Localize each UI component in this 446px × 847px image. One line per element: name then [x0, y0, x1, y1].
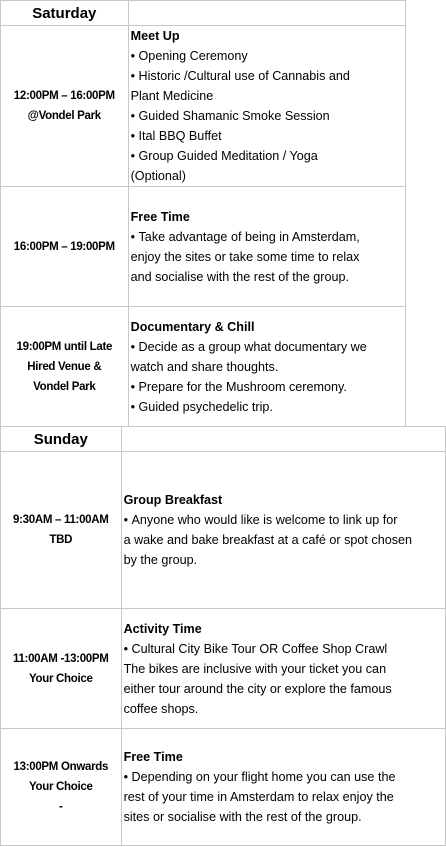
bullet-item: • Ital BBQ Buffet: [131, 126, 405, 146]
time-cell: [1, 452, 122, 609]
location-line: @Vondel Park: [27, 110, 101, 122]
bullet-item: • Anyone who would like is welcome to link up for: [124, 510, 445, 530]
activity-title: Group Breakfast: [123, 493, 223, 507]
time-line: 9:30AM – 11:00AM: [13, 514, 109, 526]
schedule-row: [1, 729, 446, 846]
bullet-item: • Cultural City Bike Tour OR Coffee Shop Crawl: [124, 639, 445, 659]
bullet-item: • Decide as a group what documentary we: [131, 337, 405, 357]
activity-title: Activity Time: [123, 621, 202, 636]
description-cell: [128, 187, 405, 307]
continuation-line: enjoy the sites or take some time to relax: [130, 249, 360, 264]
time-line: 19:00PM until Late: [16, 340, 113, 353]
time-cell: [1, 729, 122, 846]
location-line: Your Choice: [29, 672, 93, 685]
time-line: 11:00AM -13:00PM: [13, 652, 109, 665]
continuation-line: (Optional): [130, 169, 186, 183]
saturday-schedule-table: [0, 0, 406, 427]
schedule-row: [1, 609, 446, 729]
time-line: 13:00PM Onwards: [13, 761, 109, 773]
activity-title: Meet Up: [130, 29, 180, 43]
bullet-item: • Guided Shamanic Smoke Session: [131, 106, 405, 126]
continuation-line: sites or socialise with the rest of the group.: [123, 810, 362, 824]
bullet-item: • Opening Ceremony: [131, 46, 405, 66]
continuation-line: by the group.: [123, 553, 198, 567]
time-cell: [1, 187, 129, 307]
bullet-item: • Group Guided Meditation / Yoga: [131, 146, 405, 166]
location-line: Hired Venue &: [27, 360, 102, 373]
time-line: 12:00PM – 16:00PM: [13, 90, 115, 102]
schedule-row: [1, 187, 406, 307]
location-line: Your Choice: [29, 781, 93, 793]
bullet-item: • Prepare for the Mushroom ceremony.: [131, 377, 405, 397]
continuation-line: a wake and bake breakfast at a café or spot chosen: [123, 533, 413, 547]
sunday-schedule-table: [0, 426, 446, 846]
sunday-header-blank: [121, 427, 445, 452]
description-cell: [128, 307, 405, 427]
description-cell: [121, 609, 445, 729]
dash-line: -: [59, 801, 63, 813]
bullet-item: • Take advantage of being in Amsterdam,: [131, 227, 405, 247]
location-line: Vondel Park: [33, 380, 96, 393]
continuation-line: and socialise with the rest of the group.: [130, 269, 350, 284]
continuation-line: watch and share thoughts.: [130, 359, 279, 374]
time-cell: [1, 609, 122, 729]
location-line: TBD: [49, 534, 73, 546]
activity-title: Documentary & Chill: [130, 319, 255, 334]
time-cell: [1, 26, 129, 187]
continuation-line: Plant Medicine: [130, 89, 214, 103]
continuation-line: The bikes are inclusive with your ticket you can: [123, 661, 387, 676]
sunday-day-label: Sunday: [1, 427, 122, 452]
schedule-row: [1, 26, 406, 187]
activity-title: Free Time: [130, 209, 190, 224]
saturday-day-label: Saturday: [1, 1, 129, 26]
continuation-line: either tour around the city or explore the famous: [123, 681, 392, 696]
bullet-item: • Guided psychedelic trip.: [131, 397, 405, 417]
description-cell: [128, 26, 405, 187]
time-line: 16:00PM – 19:00PM: [13, 240, 115, 253]
continuation-line: coffee shops.: [123, 701, 199, 716]
description-cell: [121, 452, 445, 609]
activity-title: Free Time: [123, 750, 183, 764]
sunday-header-row: [1, 427, 446, 452]
time-cell: [1, 307, 129, 427]
schedule-row: [1, 452, 446, 609]
continuation-line: rest of your time in Amsterdam to relax enjoy the: [123, 790, 394, 804]
bullet-item: • Depending on your flight home you can use the: [124, 767, 445, 787]
saturday-header-row: [1, 1, 406, 26]
saturday-header-blank: [128, 1, 405, 26]
bullet-item: • Historic /Cultural use of Cannabis and: [131, 66, 405, 86]
schedule-row: [1, 307, 406, 427]
description-cell: [121, 729, 445, 846]
